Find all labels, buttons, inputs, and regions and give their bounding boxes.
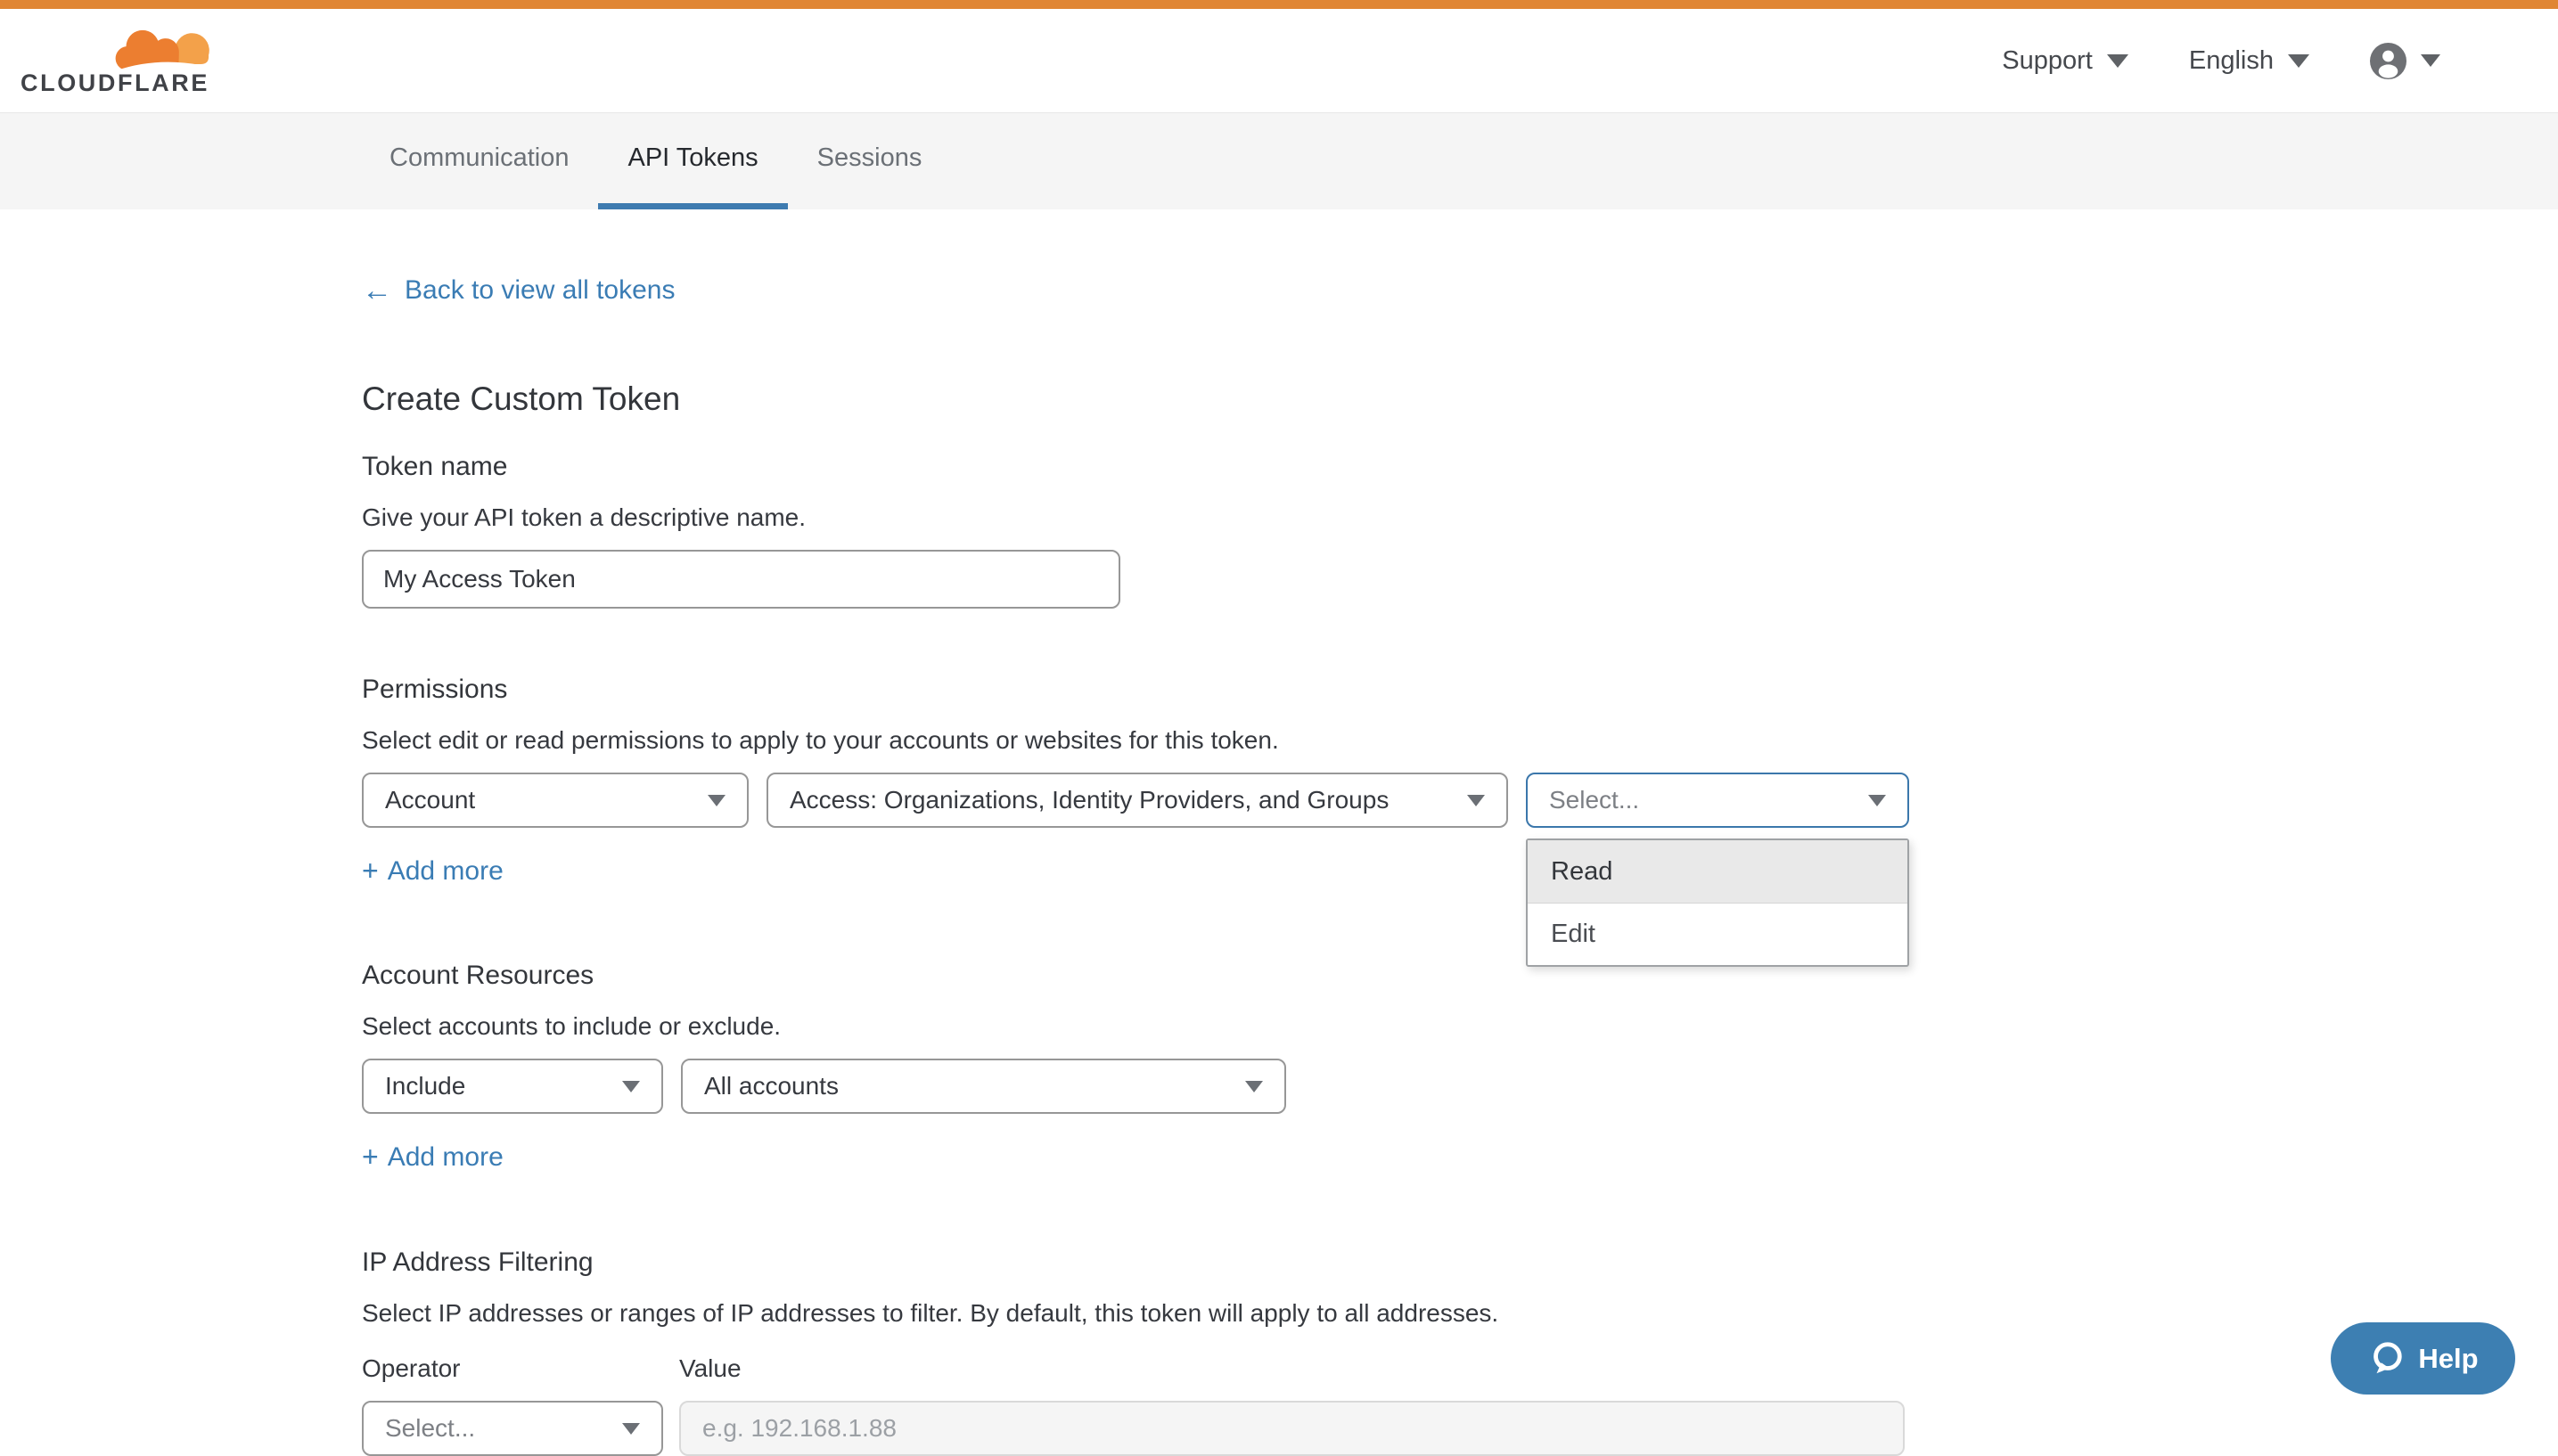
permission-scope-select[interactable] [362, 773, 749, 828]
ip-operator-select[interactable] [362, 1401, 663, 1456]
account-resources-description: Select accounts to include or exclude. [362, 1012, 782, 1040]
support-menu[interactable] [2002, 46, 2128, 76]
ip-filtering-heading: IP Address Filtering [362, 1247, 594, 1277]
ip-value-input[interactable] [679, 1401, 1905, 1456]
account-menu[interactable] [2370, 43, 2440, 79]
chevron-down-icon [1467, 795, 1485, 806]
tab-communication-label: Communication [389, 143, 570, 172]
ip-filtering-description: Select IP addresses or ranges of IP addresses to filter. By default, this token will apply to all addresses. [362, 1299, 1499, 1327]
permission-access-select-wrap [1526, 773, 1909, 948]
account-resources-scope-select[interactable] [681, 1059, 1286, 1114]
tab-api-tokens[interactable] [598, 113, 787, 209]
permissions-description: Select edit or read permissions to apply to your accounts or websites for this token. [362, 726, 1279, 754]
permissions-add-more-label: Add more [387, 855, 504, 886]
help-button[interactable] [2331, 1322, 2515, 1395]
account-resources-mode-value: Include [385, 1072, 466, 1100]
cloudflare-wordmark: CLOUDFLARE [20, 70, 209, 96]
chevron-down-icon [622, 1081, 640, 1092]
account-resources-add-more-link[interactable] [362, 1141, 504, 1174]
permissions-add-more-link[interactable] [362, 855, 504, 888]
chevron-down-icon [2421, 54, 2440, 67]
chevron-down-icon [1868, 795, 1886, 806]
token-name-input[interactable] [362, 550, 1120, 609]
tab-sessions-label: Sessions [816, 143, 922, 172]
ip-filtering-field-labels [362, 1354, 1910, 1383]
chevron-down-icon [708, 795, 726, 806]
chevron-down-icon [2288, 54, 2309, 68]
header [0, 9, 2558, 113]
chevron-down-icon [2107, 54, 2128, 68]
plus-icon: + [362, 1141, 379, 1173]
user-avatar-icon [2370, 43, 2406, 79]
operator-label: Operator [362, 1354, 461, 1382]
permissions-heading: Permissions [362, 675, 508, 704]
left-arrow-icon: ← [362, 274, 392, 307]
token-name-heading: Token name [362, 452, 508, 481]
help-button-label: Help [2418, 1342, 2479, 1374]
permission-access-select[interactable] [1526, 773, 1909, 828]
token-name-description: Give your API token a descriptive name. [362, 503, 807, 531]
tab-sessions[interactable] [788, 113, 952, 209]
back-link-label: Back to view all tokens [405, 275, 676, 305]
menu-option-edit-label: Edit [1551, 920, 1595, 948]
chat-bubble-icon [2367, 1340, 2405, 1378]
tab-communication[interactable] [360, 113, 598, 209]
menu-option-read[interactable] [1528, 840, 1907, 903]
account-resources-mode-select[interactable] [362, 1059, 663, 1114]
account-resources-row [362, 1059, 1910, 1114]
permission-scope-value: Account [385, 786, 476, 814]
ip-operator-value: Select... [385, 1414, 476, 1442]
header-nav [2002, 43, 2440, 79]
back-to-tokens-link[interactable] [362, 275, 675, 306]
cloudflare-logo[interactable] [20, 22, 209, 99]
plus-icon: + [362, 855, 379, 887]
ip-filtering-controls [362, 1401, 1910, 1456]
value-label: Value [679, 1354, 742, 1382]
support-menu-label: Support [2002, 45, 2093, 75]
account-resources-add-more-label: Add more [387, 1141, 504, 1172]
menu-option-edit[interactable] [1528, 903, 1907, 965]
main-content [0, 209, 1910, 1456]
chevron-down-icon [622, 1423, 640, 1435]
permission-access-value: Select... [1549, 786, 1640, 814]
permission-resource-select[interactable] [767, 773, 1508, 828]
account-resources-heading: Account Resources [362, 961, 594, 990]
tab-api-tokens-label: API Tokens [627, 143, 758, 172]
language-menu[interactable] [2189, 46, 2309, 76]
chevron-down-icon [1245, 1081, 1263, 1092]
profile-tabs [0, 113, 2558, 209]
menu-option-read-label: Read [1551, 856, 1613, 886]
top-accent-bar [0, 0, 2558, 9]
page-title: Create Custom Token [362, 380, 681, 417]
language-menu-label: English [2188, 45, 2274, 75]
permission-resource-value: Access: Organizations, Identity Providers, and Groups [790, 786, 1390, 814]
account-resources-scope-value: All accounts [704, 1072, 839, 1100]
permission-access-dropdown-menu [1526, 838, 1909, 967]
